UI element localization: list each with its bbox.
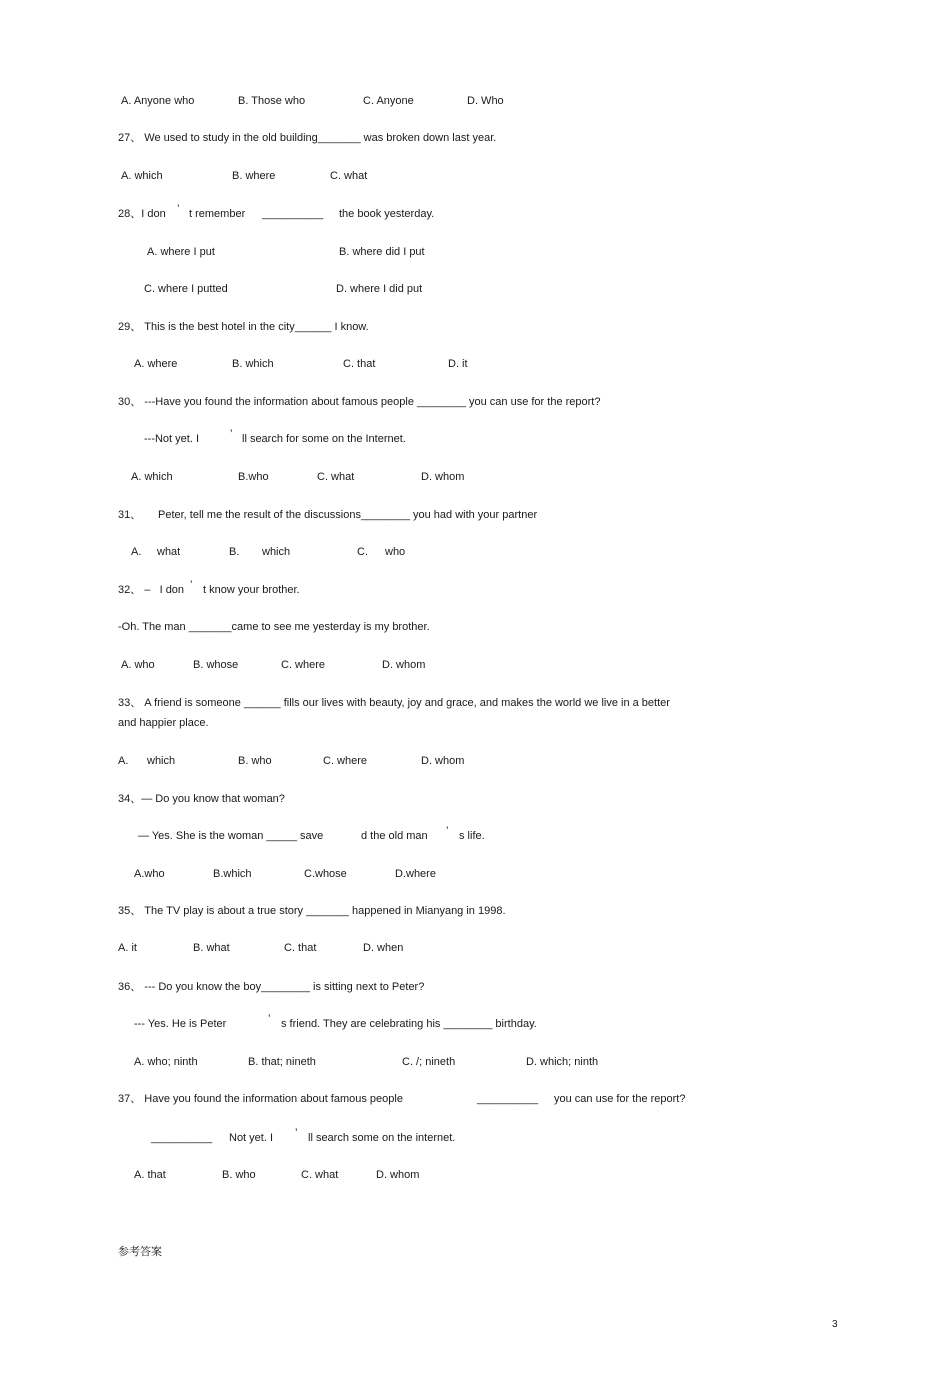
q32-option-a: A. who xyxy=(121,659,155,671)
q35-stem: 35、 The TV play is about a true story _______ happened in Mianyang in 1998. xyxy=(118,905,506,917)
q36-reply-part1: --- Yes. He is Peter xyxy=(134,1018,227,1030)
q35-option-d: D. when xyxy=(363,942,404,954)
q29-option-d: D. it xyxy=(448,358,468,370)
q32-reply: -Oh. The man _______came to see me yesterday is my brother. xyxy=(118,621,430,633)
q26-option-b: B. Those who xyxy=(238,95,306,107)
q33-option-c: C. where xyxy=(323,755,368,767)
q37-stem-part2: you can use for the report? xyxy=(554,1093,686,1105)
q28-option-a: A. where I put xyxy=(147,246,215,258)
q30-option-d: D. whom xyxy=(421,471,465,483)
q33-stem-line2: and happier place. xyxy=(118,717,209,729)
q34-option-c: C.whose xyxy=(304,868,347,880)
q37-apostrophe: ’ xyxy=(295,1127,298,1139)
q27-option-c: C. what xyxy=(330,170,368,182)
q28-option-b: B. where did I put xyxy=(339,246,425,258)
q27-option-b: B. where xyxy=(232,170,276,182)
q34-option-d: D.where xyxy=(395,868,436,880)
q37-option-a: A. that xyxy=(134,1169,166,1181)
q37-option-c: C. what xyxy=(301,1169,339,1181)
q30-reply-part1: ---Not yet. I xyxy=(144,433,200,445)
q31-option-c-letter: C. xyxy=(357,546,368,558)
q33-option-d: D. whom xyxy=(421,755,465,767)
q31-option-a: what xyxy=(157,546,181,558)
q30-option-b: B.who xyxy=(238,471,269,483)
q26-option-c: C. Anyone xyxy=(363,95,414,107)
q36-option-b: B. that; nineth xyxy=(248,1056,316,1068)
q31-number: 31、 xyxy=(118,509,142,521)
q28-option-c: C. where I putted xyxy=(144,283,228,295)
q32-option-b: B. whose xyxy=(193,659,239,671)
q32-stem-part1: 32、 – I don xyxy=(118,584,185,596)
q35-option-a: A. it xyxy=(118,942,137,954)
q32-stem-part2: t know your brother. xyxy=(203,584,300,596)
answer-key-heading: 参考答案 xyxy=(118,1245,162,1258)
q37-reply-part2: ll search some on the internet. xyxy=(308,1132,456,1144)
q37-blank-1: __________ xyxy=(477,1093,539,1105)
q26-option-a: A. Anyone who xyxy=(121,95,195,107)
q36-stem: 36、 --- Do you know the boy________ is sitting next to Peter? xyxy=(118,981,425,993)
q31-stem: Peter, tell me the result of the discussions________ you had with your partner xyxy=(158,509,538,521)
q28-stem-part1: 28、I don xyxy=(118,208,166,220)
q33-option-a: which xyxy=(147,755,176,767)
q34-reply-part2: d the old man xyxy=(361,830,428,842)
q32-option-d: D. whom xyxy=(382,659,426,671)
page-number: 3 xyxy=(832,1319,838,1330)
q32-option-c: C. where xyxy=(281,659,326,671)
q28-blank: __________ xyxy=(262,208,324,220)
q34-stem: 34、— Do you know that woman? xyxy=(118,793,285,805)
q31-option-c: who xyxy=(385,546,406,558)
q34-option-b: B.which xyxy=(213,868,252,880)
q31-option-a-letter: A. xyxy=(131,546,142,558)
q30-option-c: C. what xyxy=(317,471,355,483)
q34-option-a: A.who xyxy=(134,868,165,880)
q27-stem: 27、 We used to study in the old building_______ was broken down last year. xyxy=(118,132,497,144)
q30-option-a: A. which xyxy=(131,471,173,483)
q33-option-a-letter: A. xyxy=(118,755,129,767)
q34-apostrophe: ’ xyxy=(446,825,449,837)
q28-option-d: D. where I did put xyxy=(336,283,423,295)
q32-apostrophe: ’ xyxy=(190,579,193,591)
q37-stem-part1: 37、 Have you found the information about famous people xyxy=(118,1093,403,1105)
q37-reply-part1: Not yet. I xyxy=(229,1132,274,1144)
q37-blank-2: __________ xyxy=(151,1132,213,1144)
q30-stem: 30、 ---Have you found the information about famous people ________ you can use for the report? xyxy=(118,396,601,408)
q35-option-b: B. what xyxy=(193,942,230,954)
q31-option-b-letter: B. xyxy=(229,546,240,558)
q36-apostrophe: ’ xyxy=(268,1013,271,1025)
q33-stem-line1: 33、 A friend is someone ______ fills our lives with beauty, joy and grace, and makes the world we live in a better xyxy=(118,697,670,709)
q30-reply-part2: ll search for some on the Internet. xyxy=(242,433,406,445)
q28-stem-part2: t remember xyxy=(189,208,246,220)
q29-stem: 29、 This is the best hotel in the city______ I know. xyxy=(118,321,369,333)
q28-apostrophe: ’ xyxy=(177,203,180,215)
q31-option-b: which xyxy=(262,546,291,558)
q29-option-a: A. where xyxy=(134,358,178,370)
q29-option-b: B. which xyxy=(232,358,274,370)
q34-reply-part3: s life. xyxy=(459,830,485,842)
q33-option-b: B. who xyxy=(238,755,272,767)
q36-option-c: C. /; nineth xyxy=(402,1056,456,1068)
q29-option-c: C. that xyxy=(343,358,376,370)
q37-option-b: B. who xyxy=(222,1169,256,1181)
q34-reply-part1: — Yes. She is the woman _____ save xyxy=(138,830,324,842)
q36-reply-part2: s friend. They are celebrating his ________ birthday. xyxy=(281,1018,537,1030)
q37-option-d: D. whom xyxy=(376,1169,420,1181)
q28-stem-part3: the book yesterday. xyxy=(339,208,435,220)
q26-option-d: D. Who xyxy=(467,95,504,107)
q36-option-d: D. which; ninth xyxy=(526,1056,599,1068)
q36-option-a: A. who; ninth xyxy=(134,1056,198,1068)
q27-option-a: A. which xyxy=(121,170,163,182)
q30-apostrophe: ’ xyxy=(230,428,233,440)
q35-option-c: C. that xyxy=(284,942,317,954)
